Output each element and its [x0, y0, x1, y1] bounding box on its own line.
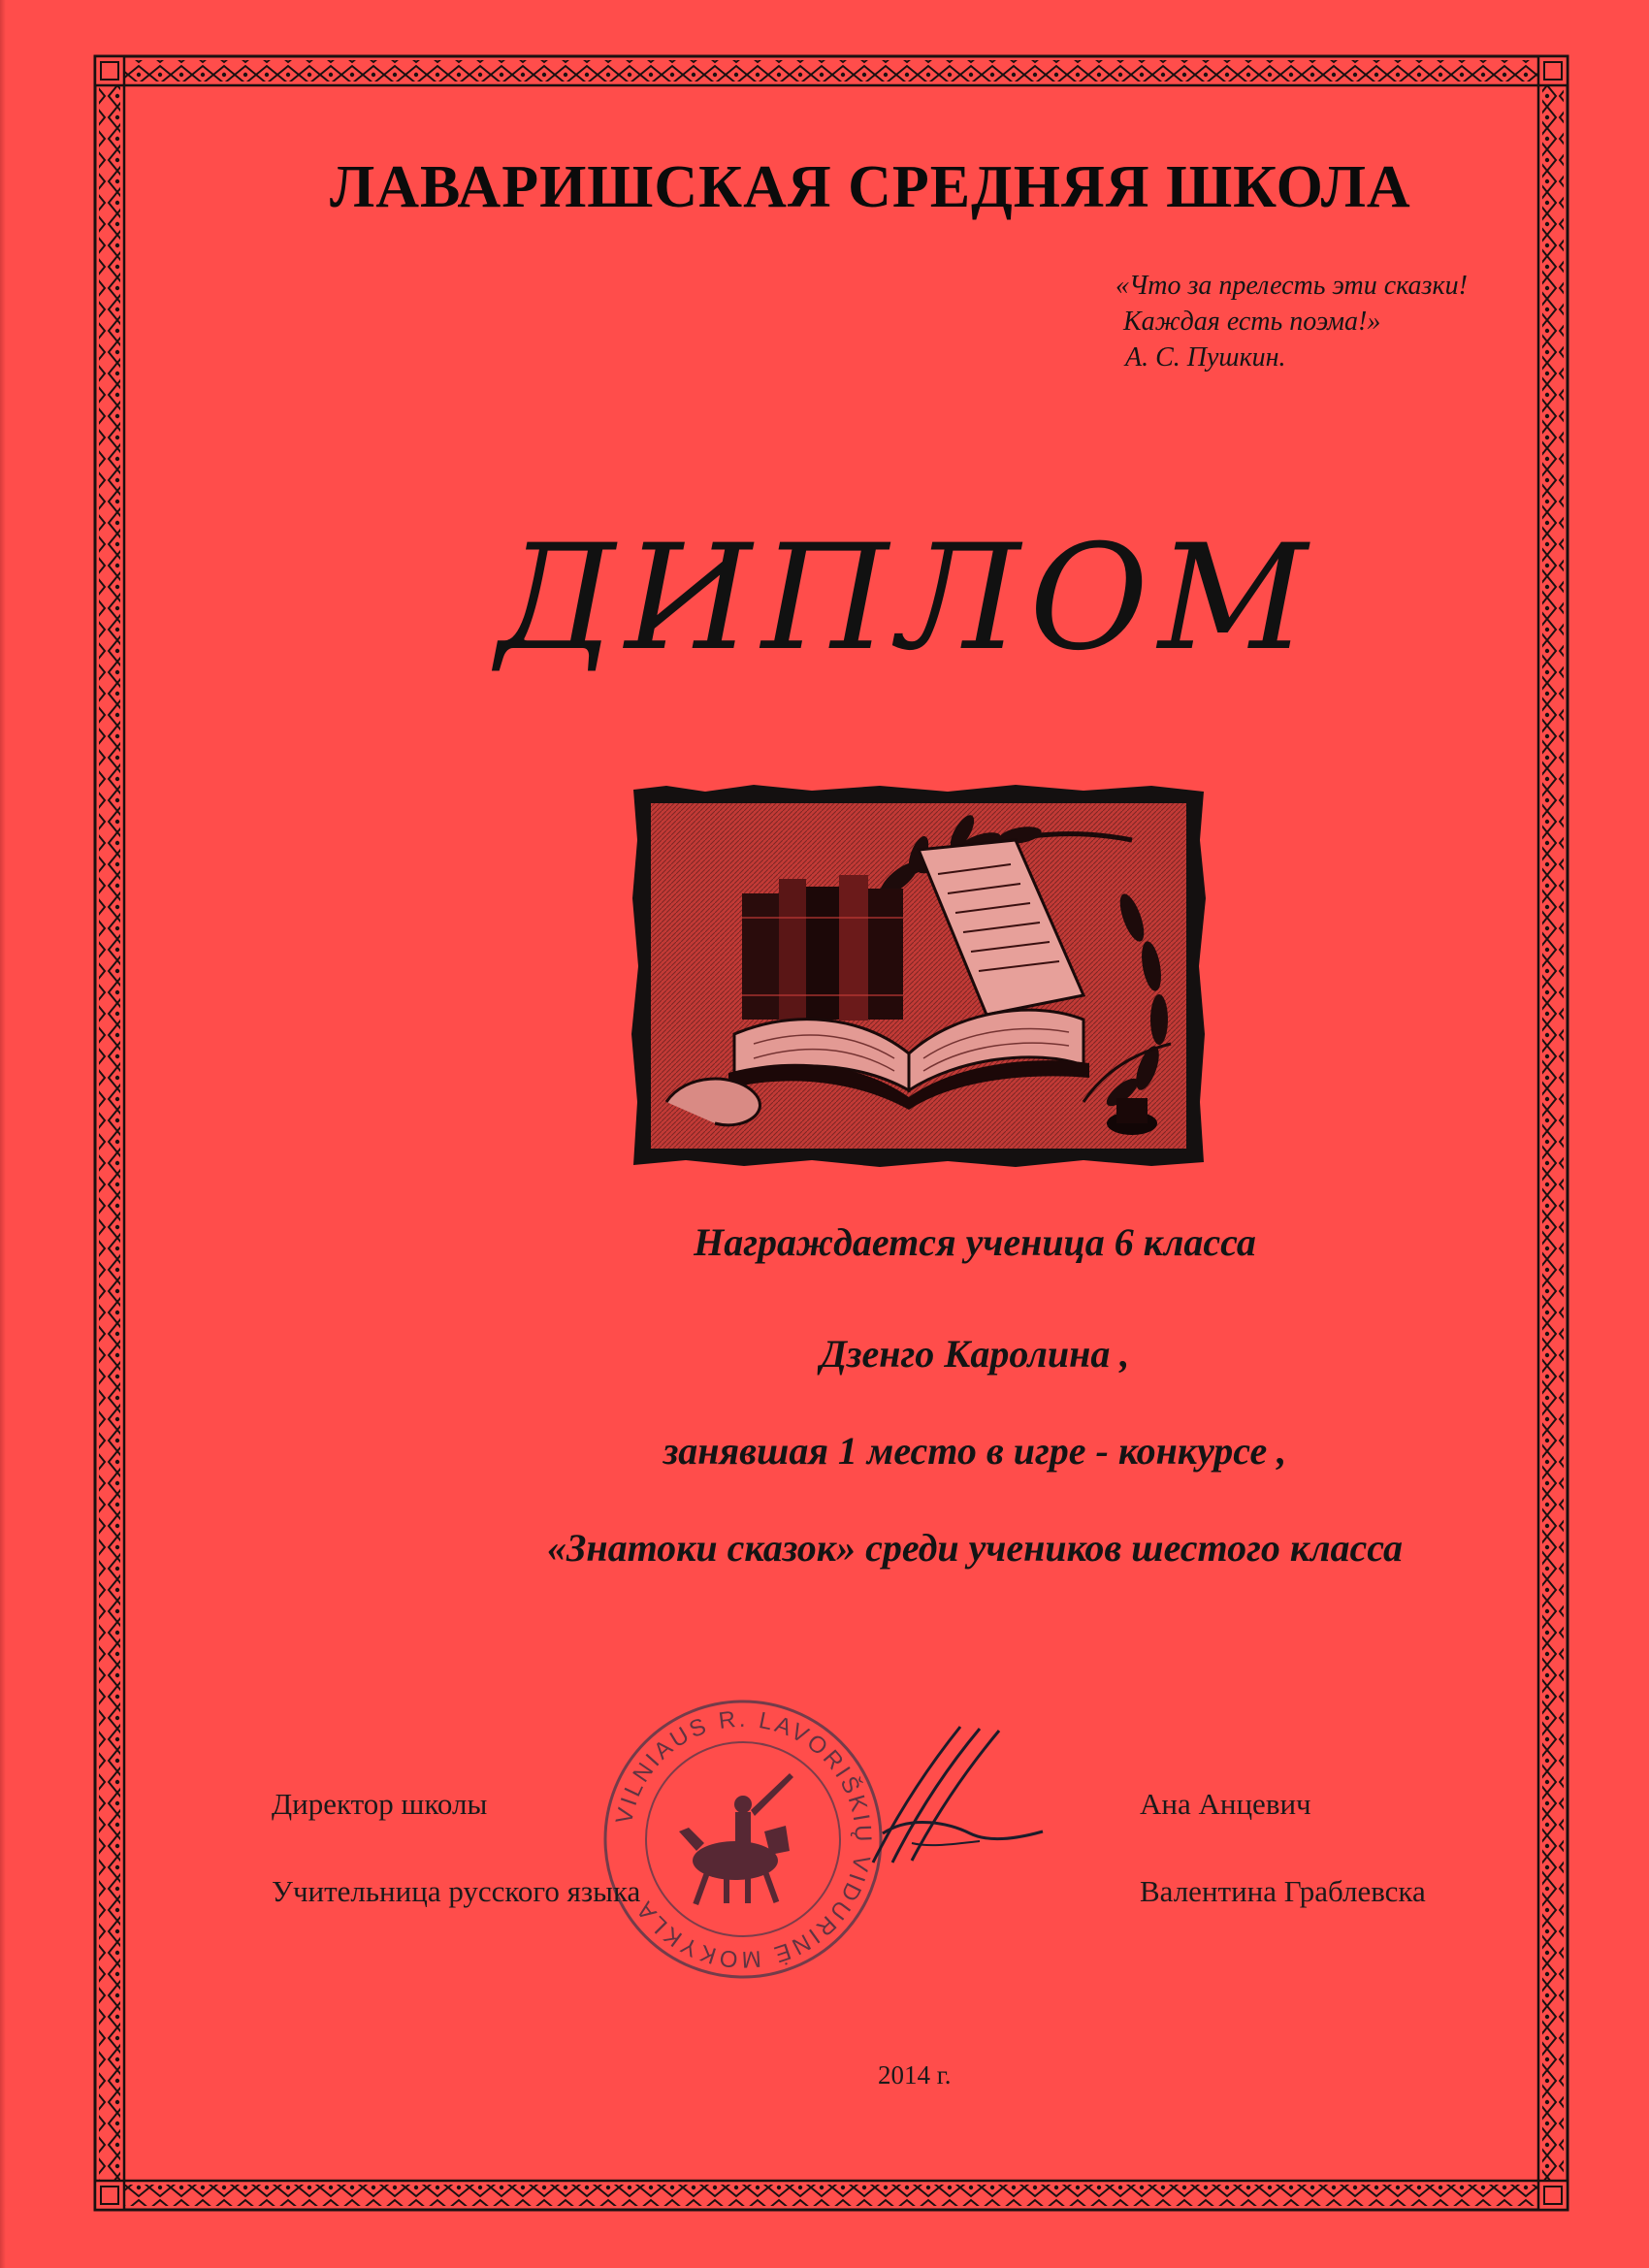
books-quill-illustration — [628, 782, 1210, 1170]
teacher-title: Учительница русского языка — [272, 1874, 641, 1908]
director-name: Ана Анцевич — [1140, 1787, 1311, 1821]
epigraph-line-2: Каждая есть поэма!» — [1123, 307, 1381, 337]
seal-text: VILNIAUS R. LAVORIŠKIŲ VIDURINĖ MOKYKLA — [610, 1705, 877, 1973]
school-seal — [599, 1696, 887, 1983]
diploma-title: ДИПЛОМ — [497, 514, 1317, 683]
year: 2014 г. — [878, 2060, 952, 2090]
director-title: Директор школы — [272, 1787, 488, 1821]
recipient-name: Дзенго Каролина , — [820, 1332, 1130, 1376]
epigraph-line-1: «Что за прелесть эти сказки! — [1116, 271, 1468, 301]
epigraph-author: А. С. Пушкин. — [1125, 342, 1286, 373]
award-line-class: Награждается ученица 6 класса — [694, 1220, 1256, 1264]
award-line-contest: «Знатоки сказок» среди учеников шестого класса — [547, 1526, 1403, 1570]
epigraph-quote — [1116, 268, 1468, 375]
teacher-name: Валентина Граблевска — [1140, 1874, 1426, 1908]
school-name: ЛАВАРИШСКАЯ СРЕДНЯЯ ШКОЛА — [330, 154, 1411, 220]
stacked-books — [742, 875, 903, 1021]
award-line-place: занявшая 1 место в игре - конкурсе , — [663, 1429, 1287, 1473]
knight-emblem-icon — [679, 1773, 793, 1905]
signature-scribble — [854, 1717, 1048, 1872]
